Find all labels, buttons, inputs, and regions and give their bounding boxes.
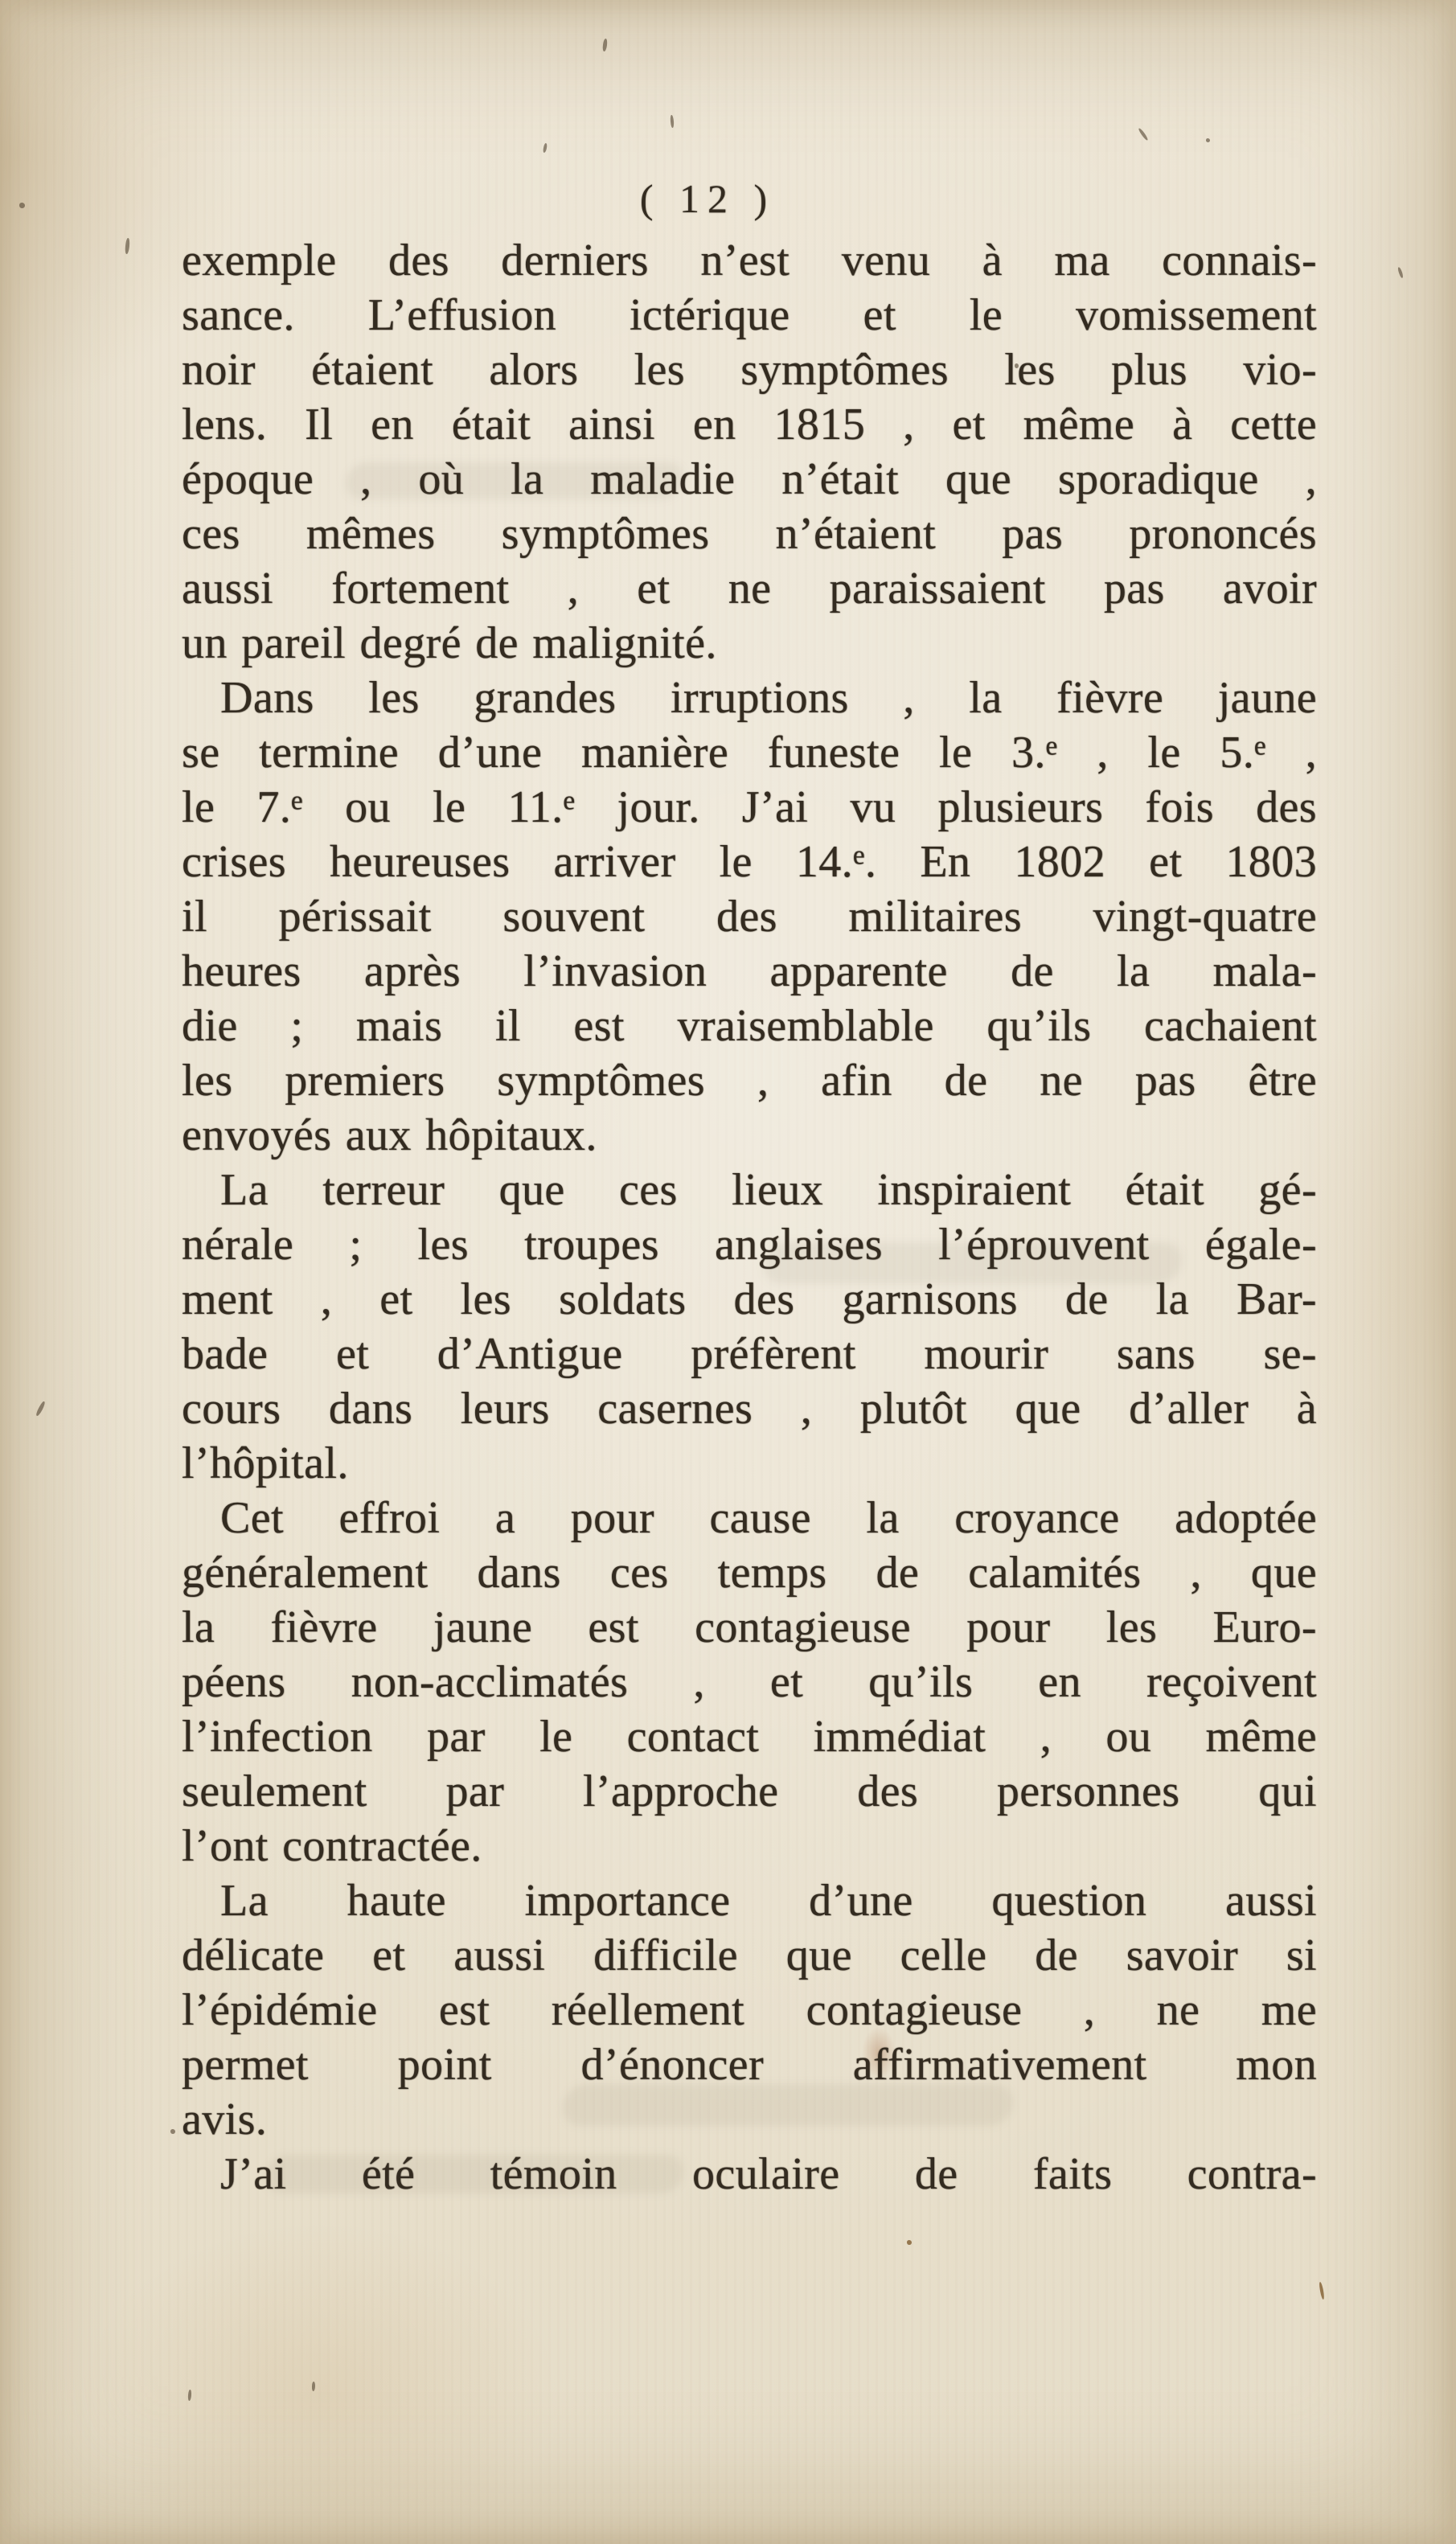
paper-speck xyxy=(543,143,548,154)
paper-speck xyxy=(1319,2282,1325,2300)
text-line: péens non-acclimatés , et qu’ils en reçoivent xyxy=(182,1657,1317,1707)
page-number: ( 12 ) xyxy=(639,176,776,221)
paper-speck xyxy=(907,2240,912,2245)
text-line: envoyés aux hôpitaux. xyxy=(182,1110,597,1160)
text-line: Cet effroi a pour cause la croyance adoptée xyxy=(220,1493,1317,1543)
paper-speck xyxy=(1138,127,1149,141)
text-line: Dans les grandes irruptions , la fièvre jaune xyxy=(220,673,1317,723)
text-line: permet point d’énoncer affirmativement mon xyxy=(182,2040,1317,2090)
text-line: l’ont contractée. xyxy=(182,1821,482,1871)
paper-speck xyxy=(312,2382,316,2391)
paper-speck xyxy=(1397,267,1404,279)
text-line: lens. Il en était ainsi en 1815 , et même à cette xyxy=(182,400,1317,449)
paper-speck xyxy=(602,39,608,52)
text-line: cours dans leurs casernes , plutôt que d’aller à xyxy=(182,1384,1317,1434)
paper-speck xyxy=(670,115,674,128)
text-line: époque , où la maladie n’était que sporadique , xyxy=(182,454,1317,504)
text-line: exemple des derniers n’est venu à ma connais- xyxy=(182,236,1317,285)
text-line: aussi fortement , et ne paraissaient pas avoir xyxy=(182,564,1317,613)
text-line: sance. L’effusion ictérique et le vomissement xyxy=(182,290,1317,340)
text-line: le 7.ᵉ ou le 11.ᵉ jour. J’ai vu plusieurs fois des xyxy=(182,782,1317,832)
text-line: les premiers symptômes , afin de ne pas être xyxy=(182,1056,1317,1106)
text-line: nérale ; les troupes anglaises l’éprouvent égale- xyxy=(182,1220,1317,1270)
text-line: il périssait souvent des militaires vingt-quatre xyxy=(182,892,1317,942)
text-line: l’épidémie est réellement contagieuse , ne me xyxy=(182,1985,1317,2035)
text-line: l’infection par le contact immédiat , ou même xyxy=(182,1712,1317,1762)
paper-speck xyxy=(187,2390,191,2401)
text-line: ment , et les soldats des garnisons de la Bar- xyxy=(182,1274,1317,1324)
text-line: crises heureuses arriver le 14.ᵉ. En 1802 et 1803 xyxy=(182,837,1317,887)
text-line: La haute importance d’une question aussi xyxy=(220,1876,1317,1926)
paper-speck xyxy=(35,1401,47,1417)
text-line: La terreur que ces lieux inspiraient était gé- xyxy=(220,1165,1317,1215)
text-line: l’hôpital. xyxy=(182,1438,349,1488)
text-line: heures après l’invasion apparente de la mala- xyxy=(182,946,1317,996)
text-line: J’ai été témoin oculaire de faits contra- xyxy=(220,2149,1317,2199)
text-line: la fièvre jaune est contagieuse pour les Euro- xyxy=(182,1602,1317,1652)
page-text-block xyxy=(182,233,1317,2201)
paper-speck xyxy=(1206,138,1210,142)
text-line: bade et d’Antigue préfèrent mourir sans se- xyxy=(182,1329,1317,1379)
paper-speck xyxy=(125,238,130,254)
text-line: ces mêmes symptômes n’étaient pas prononcés xyxy=(182,509,1317,559)
text-line: die ; mais il est vraisemblable qu’ils cachaient xyxy=(182,1001,1317,1051)
text-line: avis. xyxy=(182,2095,268,2144)
text-line: délicate et aussi difficile que celle de savoir si xyxy=(182,1931,1317,1980)
text-line: un pareil degré de malignité. xyxy=(182,618,717,668)
text-line: seulement par l’approche des personnes qui xyxy=(182,1766,1317,1816)
text-line: généralement dans ces temps de calamités , que xyxy=(182,1548,1317,1598)
paper-speck xyxy=(170,2129,175,2134)
text-line: noir étaient alors les symptômes les plus vio- xyxy=(182,345,1317,395)
text-line: se termine d’une manière funeste le 3.ᵉ , le 5.ᵉ , xyxy=(182,728,1317,778)
